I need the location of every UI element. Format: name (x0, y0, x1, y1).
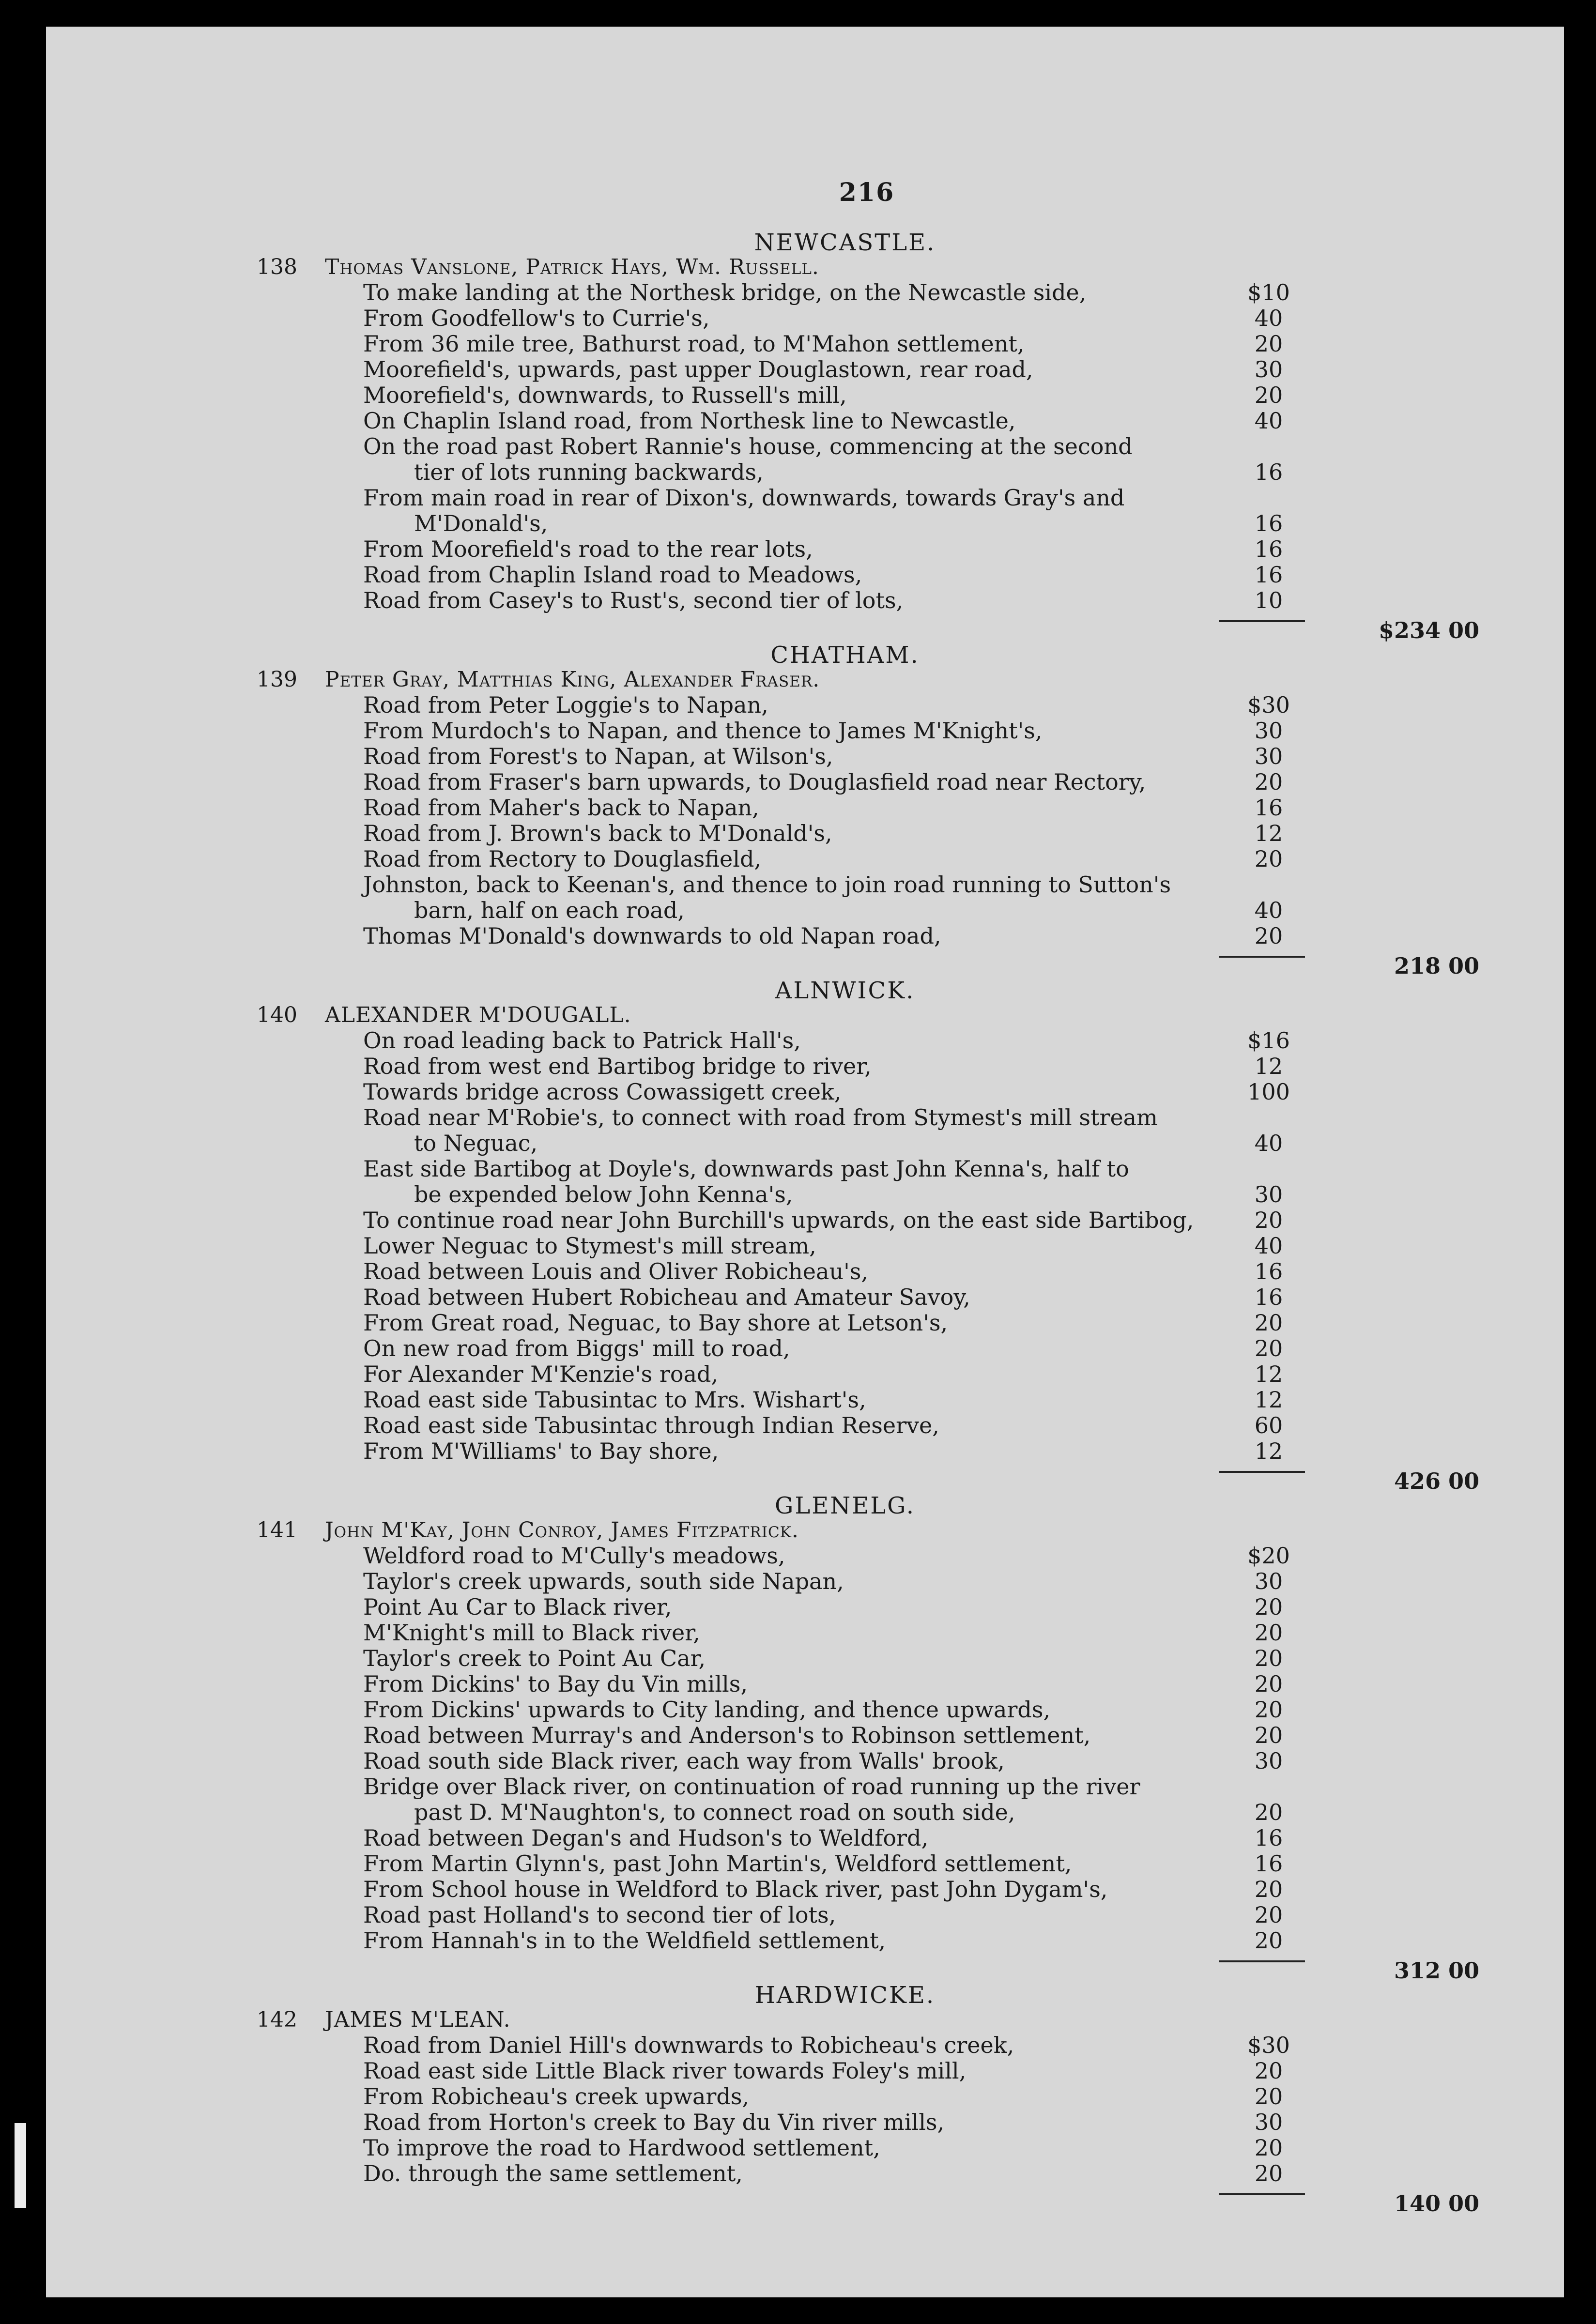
section-total-line (46, 2186, 1564, 2217)
page-number: 216 (839, 178, 895, 207)
section-total: 426 00 (1394, 1468, 1479, 1494)
item-row (46, 511, 1564, 536)
item-description: From Murdoch's to Napan, and thence to James M'Knight's, (363, 718, 1043, 744)
item-amount: 12 (1254, 1387, 1283, 1413)
item-description: Road between Hubert Robicheau and Amateur Savoy, (363, 1284, 970, 1310)
item-amount: 20 (1254, 769, 1283, 795)
item-row (46, 1310, 1564, 1336)
appropriations-list (46, 229, 1564, 2215)
entry-number: 142 (257, 2007, 297, 2032)
item-amount: 20 (1254, 1310, 1283, 1336)
item-amount: 20 (1254, 1594, 1283, 1620)
section-title-text: NEWCASTLE. (754, 229, 936, 256)
item-description: Road from Daniel Hill's downwards to Robicheau's creek, (363, 2032, 1014, 2058)
item-amount: 16 (1254, 1850, 1283, 1877)
entry-number: 141 (257, 1518, 297, 1543)
item-amount: 20 (1254, 382, 1283, 408)
item-row (46, 434, 1564, 459)
item-description: From 36 mile tree, Bathurst road, to M'Mahon settlement, (363, 331, 1025, 357)
item-row (46, 769, 1564, 795)
section-title (46, 977, 1564, 1003)
item-description: past D. M'Naughton's, to connect road on south side, (414, 1799, 1015, 1825)
item-amount: 60 (1254, 1412, 1283, 1438)
item-description: tier of lots running backwards, (414, 459, 764, 485)
item-description: From main road in rear of Dixon's, downwards, towards Gray's and (363, 485, 1125, 511)
item-row (46, 1594, 1564, 1620)
item-amount: 20 (1254, 846, 1283, 872)
entry-number: 140 (257, 1003, 297, 1027)
item-description: Point Au Car to Black river, (363, 1594, 672, 1620)
item-description: Road from Casey's to Rust's, second tier of lots, (363, 587, 904, 613)
section-title (46, 1492, 1564, 1518)
item-amount: 10 (1254, 587, 1283, 613)
item-description: Road from Horton's creek to Bay du Vin river mills, (363, 2109, 945, 2135)
item-amount: 16 (1254, 1825, 1283, 1851)
total-rule (1219, 620, 1305, 622)
item-description: Lower Neguac to Stymest's mill stream, (363, 1233, 816, 1259)
item-row (46, 692, 1564, 718)
item-amount: 30 (1254, 1568, 1283, 1594)
item-amount: 100 (1247, 1079, 1290, 1105)
section-title-text: ALNWICK. (775, 977, 915, 1004)
commissioner-names: ALEXANDER M'DOUGALL. (325, 1003, 631, 1027)
item-description: barn, half on each road, (414, 897, 685, 923)
item-amount: 30 (1254, 1748, 1283, 1774)
item-amount: 30 (1254, 356, 1283, 382)
item-row (46, 1208, 1564, 1233)
item-amount: 20 (1254, 2083, 1283, 2110)
item-description: Road between Degan's and Hudson's to Weldford, (363, 1825, 929, 1851)
item-row (46, 2058, 1564, 2084)
item-row (46, 1156, 1564, 1182)
commissioners-line (46, 667, 1564, 692)
item-row (46, 1079, 1564, 1105)
total-rule (1219, 956, 1305, 958)
item-amount: 20 (1254, 2058, 1283, 2084)
item-row (46, 1054, 1564, 1079)
item-description: Road near M'Robie's, to connect with road from Stymest's mill stream (363, 1104, 1158, 1131)
item-description: Towards bridge across Cowassigett creek, (363, 1079, 842, 1105)
parish-section (46, 1982, 1564, 2215)
item-description: Moorefield's, downwards, to Russell's mill, (363, 382, 847, 408)
section-title-text: HARDWICKE. (754, 1982, 936, 2009)
section-title (46, 229, 1564, 255)
item-amount: 20 (1254, 1799, 1283, 1825)
item-description: From Dickins' upwards to City landing, and thence upwards, (363, 1697, 1051, 1723)
item-description: On road leading back to Patrick Hall's, (363, 1027, 801, 1054)
item-row (46, 1774, 1564, 1800)
item-description: Johnston, back to Keenan's, and thence to join road running to Sutton's (363, 872, 1171, 898)
commissioners-line (46, 1518, 1564, 1543)
item-description: Bridge over Black river, on continuation of road running up the river (363, 1774, 1140, 1800)
item-description: Moorefield's, upwards, past upper Douglastown, rear road, (363, 356, 1033, 382)
total-rule (1219, 1471, 1305, 1473)
item-description: Road south side Black river, each way from Walls' brook, (363, 1748, 1005, 1774)
item-row (46, 2110, 1564, 2135)
item-amount: 40 (1254, 1130, 1283, 1156)
item-description: to Neguac, (414, 1130, 538, 1156)
item-amount: 16 (1254, 510, 1283, 536)
item-row (46, 588, 1564, 613)
item-description: To make landing at the Northesk bridge, on the Newcastle side, (363, 279, 1087, 306)
item-row (46, 1748, 1564, 1774)
item-description: To improve the road to Hardwood settlement, (363, 2135, 880, 2161)
section-total: 218 00 (1394, 953, 1479, 979)
item-amount: 12 (1254, 1361, 1283, 1387)
item-row (46, 1387, 1564, 1413)
item-description: From Goodfellow's to Currie's, (363, 305, 710, 331)
item-row (46, 1259, 1564, 1284)
parish-section (46, 642, 1564, 977)
item-amount: 40 (1254, 1233, 1283, 1259)
item-row (46, 1877, 1564, 1902)
item-description: Do. through the same settlement, (363, 2160, 743, 2186)
section-total: $234 00 (1378, 617, 1479, 643)
item-row (46, 331, 1564, 357)
item-description: Road past Holland's to second tier of lots, (363, 1902, 836, 1928)
item-description: Road from Peter Loggie's to Napan, (363, 692, 768, 718)
item-description: To continue road near John Burchill's upwards, on the east side Bartibog, (363, 1207, 1194, 1233)
item-row (46, 1438, 1564, 1464)
item-description: Road between Louis and Oliver Robicheau's, (363, 1258, 868, 1284)
item-row (46, 1233, 1564, 1259)
item-row (46, 821, 1564, 846)
item-amount: 20 (1254, 1335, 1283, 1361)
item-row (46, 1928, 1564, 1954)
item-row (46, 1413, 1564, 1438)
item-amount: 40 (1254, 408, 1283, 434)
commissioner-names: Peter Gray, Matthias King, Alexander Fraser. (325, 667, 820, 692)
item-description: Road from Fraser's barn upwards, to Douglasfield road near Rectory, (363, 769, 1146, 795)
section-total: 140 00 (1394, 2190, 1479, 2217)
item-row (46, 562, 1564, 588)
item-amount: 40 (1254, 897, 1283, 923)
item-description: From Great road, Neguac, to Bay shore at Letson's, (363, 1310, 948, 1336)
item-description: From Moorefield's road to the rear lots, (363, 536, 813, 562)
total-rule (1219, 1960, 1305, 1962)
item-row (46, 1284, 1564, 1310)
item-row (46, 1620, 1564, 1646)
section-title (46, 642, 1564, 667)
item-amount: 20 (1254, 923, 1283, 949)
item-row (46, 1131, 1564, 1156)
commissioner-names: John M'Kay, John Conroy, James Fitzpatrick. (325, 1518, 799, 1543)
item-row (46, 2033, 1564, 2058)
parish-section (46, 1492, 1564, 1982)
item-description: For Alexander M'Kenzie's road, (363, 1361, 719, 1387)
section-title-text: CHATHAM. (770, 642, 920, 669)
item-description: Road from Chaplin Island road to Meadows, (363, 562, 862, 588)
item-amount: 30 (1254, 2109, 1283, 2135)
item-amount: 20 (1254, 1645, 1283, 1671)
item-description: Road from J. Brown's back to M'Donald's, (363, 820, 832, 846)
section-total-line (46, 1464, 1564, 1494)
item-amount: $30 (1247, 692, 1290, 718)
item-row (46, 459, 1564, 485)
item-row (46, 2084, 1564, 2110)
commissioner-names: Thomas Vanslone, Patrick Hays, Wm. Russell. (325, 255, 819, 279)
item-row (46, 1543, 1564, 1569)
item-description: From Robicheau's creek upwards, (363, 2083, 750, 2110)
item-description: On the road past Robert Rannie's house, commencing at the second (363, 433, 1133, 459)
item-row (46, 1697, 1564, 1723)
item-description: Road east side Little Black river towards Foley's mill, (363, 2058, 967, 2084)
section-total-line (46, 613, 1564, 643)
parish-section (46, 977, 1564, 1492)
item-description: Road east side Tabusintac through Indian Reserve, (363, 1412, 939, 1438)
item-row (46, 1105, 1564, 1131)
section-total-line (46, 1954, 1564, 1984)
item-description: Road east side Tabusintac to Mrs. Wishart's, (363, 1387, 866, 1413)
item-description: Weldford road to M'Cully's meadows, (363, 1543, 785, 1569)
item-row (46, 846, 1564, 872)
commissioner-names: JAMES M'LEAN. (325, 2007, 511, 2032)
item-row (46, 1825, 1564, 1851)
entry-number: 138 (257, 255, 297, 279)
parish-section (46, 229, 1564, 642)
item-amount: 12 (1254, 1438, 1283, 1464)
item-amount: 16 (1254, 1258, 1283, 1284)
item-row (46, 923, 1564, 949)
item-row (46, 1723, 1564, 1748)
item-row (46, 280, 1564, 306)
item-amount: 20 (1254, 1722, 1283, 1748)
item-description: Road between Murray's and Anderson's to Robinson settlement, (363, 1722, 1091, 1748)
item-row (46, 744, 1564, 769)
item-description: East side Bartibog at Doyle's, downwards past John Kenna's, half to (363, 1156, 1129, 1182)
item-amount: 20 (1254, 2160, 1283, 2186)
item-description: On Chaplin Island road, from Northesk line to Newcastle, (363, 408, 1016, 434)
item-row (46, 1800, 1564, 1825)
document-page (46, 27, 1564, 2297)
item-row (46, 2161, 1564, 2186)
scan-edge-mark (15, 2123, 26, 2208)
item-row (46, 872, 1564, 898)
item-amount: 20 (1254, 1927, 1283, 1954)
item-row (46, 1851, 1564, 1877)
total-rule (1219, 2193, 1305, 2195)
item-description: From Hannah's in to the Weldfield settlement, (363, 1927, 886, 1954)
item-amount: 30 (1254, 718, 1283, 744)
item-amount: 20 (1254, 1697, 1283, 1723)
item-row (46, 382, 1564, 408)
item-amount: 16 (1254, 1284, 1283, 1310)
commissioners-line (46, 2007, 1564, 2033)
entry-number: 139 (257, 667, 297, 692)
item-amount: 40 (1254, 305, 1283, 331)
item-row (46, 795, 1564, 821)
section-title-text: GLENELG. (774, 1492, 916, 1519)
item-row (46, 357, 1564, 382)
item-description: Road from Forest's to Napan, at Wilson's, (363, 743, 833, 769)
item-amount: 20 (1254, 1876, 1283, 1902)
item-row (46, 536, 1564, 562)
item-amount: 16 (1254, 459, 1283, 485)
item-row (46, 408, 1564, 434)
item-amount: 20 (1254, 1620, 1283, 1646)
commissioners-line (46, 255, 1564, 280)
item-row (46, 1671, 1564, 1697)
item-description: Road from Maher's back to Napan, (363, 795, 759, 821)
item-row (46, 1182, 1564, 1208)
section-title (46, 1982, 1564, 2007)
item-description: Road from west end Bartibog bridge to river, (363, 1053, 872, 1079)
item-amount: 20 (1254, 1902, 1283, 1928)
item-amount: $16 (1247, 1027, 1290, 1054)
item-row (46, 485, 1564, 511)
item-description: From School house in Weldford to Black river, past John Dygam's, (363, 1876, 1108, 1902)
item-description: Taylor's creek upwards, south side Napan, (363, 1568, 844, 1594)
item-description: Road from Rectory to Douglasfield, (363, 846, 762, 872)
item-row (46, 1336, 1564, 1361)
item-row (46, 1569, 1564, 1594)
section-total: 312 00 (1394, 1957, 1479, 1984)
item-row (46, 306, 1564, 331)
item-amount: 30 (1254, 743, 1283, 769)
item-description: From M'Williams' to Bay shore, (363, 1438, 719, 1464)
item-amount: 20 (1254, 1207, 1283, 1233)
item-amount: 16 (1254, 795, 1283, 821)
item-description: M'Knight's mill to Black river, (363, 1620, 700, 1646)
item-row (46, 718, 1564, 744)
item-amount: 20 (1254, 1671, 1283, 1697)
item-description: On new road from Biggs' mill to road, (363, 1335, 790, 1361)
item-amount: $20 (1247, 1543, 1290, 1569)
item-description: From Martin Glynn's, past John Martin's, Weldford settlement, (363, 1850, 1072, 1877)
item-description: From Dickins' to Bay du Vin mills, (363, 1671, 748, 1697)
item-description: Thomas M'Donald's downwards to old Napan road, (363, 923, 941, 949)
item-row (46, 1028, 1564, 1054)
item-row (46, 1646, 1564, 1671)
item-description: be expended below John Kenna's, (414, 1181, 793, 1208)
item-description: Taylor's creek to Point Au Car, (363, 1645, 706, 1671)
item-amount: 30 (1254, 1181, 1283, 1208)
item-amount: $30 (1247, 2032, 1290, 2058)
item-amount: 16 (1254, 562, 1283, 588)
item-row (46, 2135, 1564, 2161)
item-description: M'Donald's, (414, 510, 548, 536)
item-row (46, 1902, 1564, 1928)
item-amount: 20 (1254, 331, 1283, 357)
item-amount: 20 (1254, 2135, 1283, 2161)
section-total-line (46, 949, 1564, 979)
item-amount: 12 (1254, 820, 1283, 846)
item-row (46, 898, 1564, 923)
item-amount: 16 (1254, 536, 1283, 562)
commissioners-line (46, 1003, 1564, 1028)
item-amount: $10 (1247, 279, 1290, 306)
item-row (46, 1361, 1564, 1387)
item-amount: 12 (1254, 1053, 1283, 1079)
